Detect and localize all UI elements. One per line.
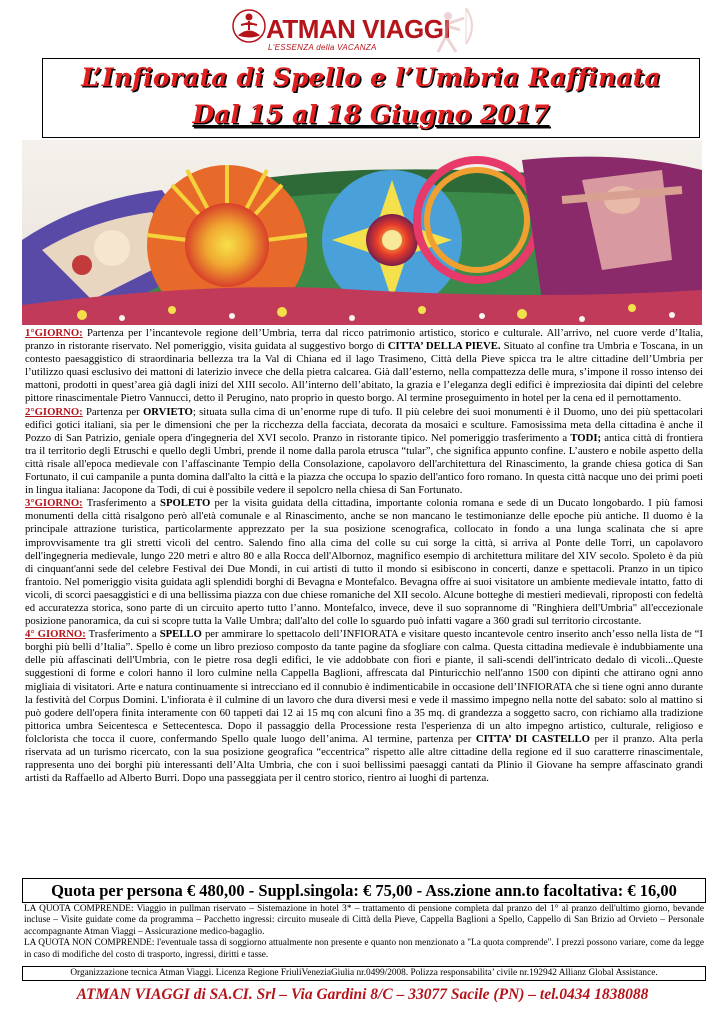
day-text: per ammirare lo spettacolo dell’INFIORATA e visitare questo incantevole centro inserito anch’esso nella lista de “I borghi più belli d’Italia”. Spello è come un libro prezioso composto da tante pagine da sfogliare con calma. Questa cittadina medievale è indubbiamente una delle più affascinati dell'Umbria, con le pietre rosa degli edifici, le vie addobbate con fiori e piante, il sali-scendi dell'intricato dedalo di vicoli...Queste suggestioni di forme e colori hanno il loro culmine nella Cappella Baglioni, affrescata dal Pinturicchio nell'anno 1500 con dipinti che attirano ogni anno migliaia di visitatori. Arte e natura continuamente si intrecciano ed il connubio è indimenticabile in occasione dell’INFIORATA che si tiene ogni anno durante la festività del Corpus Domini. L'infiorata è il culmine di un lavoro che dura diversi mesi e vede il massimo impegno nella notte del sabato: solo al mattino si può godere dell'opera finita interamente con 60 tappeti dai 12 ai 15 mq con alcuni fino a 35 mq. di grandezza a soggetto sacro, con richiamo alla tradizione pittorica umbra Seicentesca e Settecentesca. Dopo il passaggio della Processione resta l'esperienza di un alto impegno artistico, culturale, religioso e folclorista che tocca il cuore, confermando Spello quale luogo dell’anima. Al termine, partenza per — [25, 628, 703, 745]
day-2 — [25, 406, 703, 498]
meditating-figure-icon — [232, 8, 266, 46]
day-text: per la visita guidata della cittadina, importante colonia romana e sede di un Ducato longobardo. I più famosi monumenti della città risalgono però all'età comunale e al Rinascimento, anche se non mancano le testimonianze delle epoche più antiche. Il duomo è la principale attrazione turistica, particolarmente apprezzato per la sua posizione scenografica, collocato in fondo a una lunga scalinata che si apre improvvisamente tra gli stretti vicoli del centro. Salendo fino alla cima del colle su cui sorge la città, si arriva al Ponte delle Torri, un capolavoro dell'ingegneria medievale, lungo 220 metri e altro 80 e alla Rocca dell'Albornoz, magnifico esempio di architettura militare del XIV secolo. Spoleto è da più di cinquant'anni sede del celebre Festival dei Due Mondi, in cui artisti di tutto il mondo si esibiscono in concerti, danze e spettacoli. Pranzo in un tipico frantoio. Nel pomeriggio visita guidata agli splendidi borghi di Bevagna e Montefalco. Bevagna offre ai suoi visitatore un ambiente medievale intatto, fatto di vicoli, di scorci paesaggistici e di una bellissima piazza con due chiese romaniche del XII secolo. Alcune botteghe di mestieri medievali, riproposti con fedeltà ed accuratezza storica, sono parte di un circuito aperto tutto l’anno. Montefalco, invece, deve il suo soprannome di "Ringhiera dell'Umbria" all'eccezionale posizione panoramica, da cui si scopre tutta la Valle Umbra; dall'alto del colle lo sguardo può infatti vagare a 360 gradi sul territorio circostante. — [25, 497, 703, 628]
day-label: 2°GIORNO: — [25, 405, 83, 418]
day-label: 4° GIORNO: — [25, 628, 86, 641]
day-label: 3°GIORNO: — [25, 497, 83, 510]
title-box — [42, 58, 700, 138]
day-3 — [25, 497, 703, 628]
day-text: Situato al confine tra Umbria e Toscana, in un contesto paesaggistico di straordinaria bellezza tra la Val di Chiana ed il lago Trasimeno, Città della Pieve spicca tra le altre cittadine dell’Umbria per l’utilizzo quasi esclusivo dei mattoni di laterizio invece che della pietra calcarea. Già dall’esterno, nella compattezza delle mura, s’impone il rosso intenso dei mattoni, prodotti in quest’area già dagli inizi del XIII secolo. All’interno dell’abitato, la grazia e l’eleganza degli edifici è impreziosita dai dipinti del celebre pittore rinascimentale Pietro Vannucci, detto il Perugino, nato proprio in questo borgo. Al termine proseguimento in hotel per la cena ed il pernottamento. — [25, 340, 703, 405]
day-text: antica città di frontiera tra il territorio degli Etruschi e quello degli Umbri, prende il nome dalla parola etrusca “tular”, che significa appunto confine. L’austero e nobile aspetto della città risale all'epoca medievale con l’affascinante Tempio della Consolazione, capolavoro dell'architettura del Rinascimento, la grande chiesa gotica di San Fortunato, il cui campanile a punta domina dall'alto la città e la piazza che occupa lo spazio dell'antico foro romano. In questa città nacque uno dei primi poeti in lingua italiana: Jacopone da Todi, di cui è possibile vedere il sepolcro nella chiesa di San Fortunato. — [25, 431, 703, 497]
footer-contact: ATMAN VIAGGI di SA.CI. Srl – Via Gardini 8/C – 33077 Sacile (PN) – tel.0434 1838088 — [76, 986, 649, 1003]
header — [0, 0, 725, 58]
quote-included: LA QUOTA COMPRENDE: Viaggio in pullman riservato – Sistemazione in hotel 3* – trattamento di pensione completa dal pranzo del 1° al pranzo dell'ultimo giorno, bevande incluse – Visite guidate come da programma – Pacchetto ingressi: circuito museale di Città della Pieve, Cappella Baglioni a Spello, Cappello di San Brizio ad Orvieto – Personale accompagnante Atman Viaggi – Assicurazione medico-bagaglio. — [24, 904, 704, 937]
place-name: SPELLO — [159, 628, 202, 641]
trip-dates: Dal 15 al 18 Giugno 2017 — [192, 100, 550, 129]
archer-icon — [426, 6, 486, 56]
day-text: Partenza per l’incantevole regione dell’Umbria, terra dal ricco patrimonio artistico, storico e culturale. All’arrivo, nel cuore verde d’Italia, pranzo in ristorante riservato. Nel pomeriggio, visita guidata al suggestivo borgo di — [25, 327, 703, 353]
infiorata-photo — [22, 140, 702, 325]
place-name: ORVIETO — [142, 405, 193, 418]
day-text: per il pranzo. Alta perla riservata ad un turismo ricercato, con la sua posizione geografica “eccentrica” rispetto alle altre cittadine della regione ed il suo caratterre rinascimentale, rappresenta uno dei borghi più interessanti dell’Alta Umbria, che con i suoi bellissimi paesaggi cantati da Plinio il Giovane ha sempre affascinato grandi artisti da Raffaello ad Alberto Burri. Dopo una passeggiata per il centro storico, rientro ai luoghi di partenza. — [25, 732, 703, 785]
organization-info: Organizzazione tecnica Atman Viaggi. Licenza Regione FriuliVeneziaGiulia nr.0499/2008. Polizza responsabilita’ civile nr.192942 Allianz Global Assistance. — [22, 966, 706, 981]
page-title: L’Infiorata di Spello e l’Umbria Raffinata — [81, 63, 661, 92]
day-text: Partenza per — [82, 405, 143, 418]
place-name: CITTA’ DI CASTELLO — [475, 732, 590, 745]
quote-notes — [24, 904, 704, 961]
day-text: Trasferimento a — [82, 497, 160, 510]
day-text: ; situata sulla cima di un’enorme rupe di tufo. Il più celebre dei suoi monumenti è il Duomo, uno dei più spettacolari edifici gotici italiani, sia per le dimensioni che per la ricchezza della facciata, decorata da mosaici e sculture. Famosissima meta della cittadina è anche il Pozzo di San Patrizio, geniale opera d'ingegneria del XVI secolo. Pranzo in ristorante tipico. Nel pomeriggio trasferimento a — [25, 405, 703, 444]
day-text: Trasferimento a — [85, 628, 160, 641]
quote-excluded: LA QUOTA NON COMPRENDE: l'eventuale tassa di soggiorno attualmente non presente e quanto non menzionato a "La quota comprende". I prezzi possono variare, come da legge in caso di modifiche del costo di trasporto, ingressi, diritti e tasse. — [24, 938, 704, 960]
day-label: 1°GIORNO: — [25, 327, 83, 339]
brand-tagline: L'ESSENZA della VACANZA — [268, 43, 377, 52]
itinerary — [25, 327, 703, 785]
day-1 — [25, 327, 703, 406]
place-name: CITTA’ DELLA PIEVE. — [387, 340, 501, 353]
price-box: Quota per persona € 480,00 - Suppl.singola: € 75,00 - Ass.zione ann.to facoltativa: € 16,00 — [22, 878, 706, 903]
place-name: SPOLETO — [160, 497, 211, 510]
place-name: TODI; — [570, 431, 602, 444]
day-4 — [25, 628, 703, 785]
brand-name: ATMAN VIAGGI — [266, 14, 451, 44]
